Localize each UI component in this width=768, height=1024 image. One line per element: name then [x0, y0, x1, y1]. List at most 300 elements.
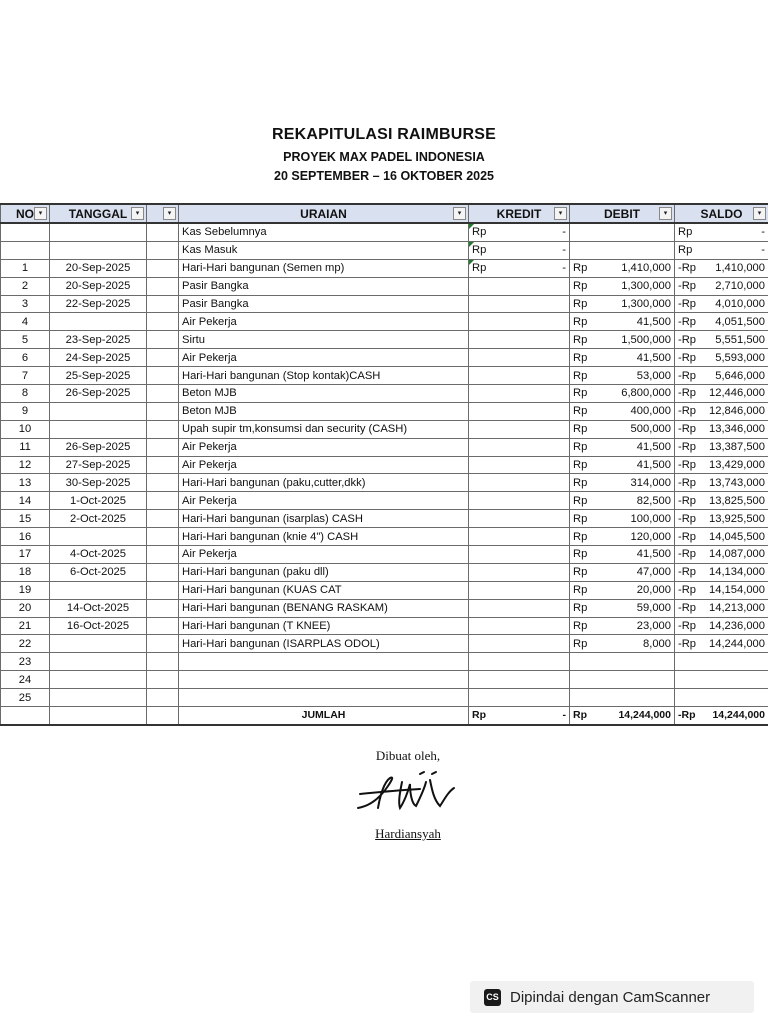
cell-balance[interactable] — [675, 402, 768, 420]
cell-balance[interactable] — [675, 438, 768, 456]
amount-value: - — [562, 244, 566, 257]
cell-blank[interactable] — [147, 277, 179, 295]
cell-credit[interactable] — [469, 438, 570, 456]
amount-value: 14,244,000 — [712, 709, 765, 722]
cell-description[interactable] — [179, 420, 469, 438]
cell-balance[interactable] — [675, 510, 768, 528]
currency-label: Rp — [573, 441, 588, 454]
cell-credit[interactable] — [469, 349, 570, 367]
cell-debit[interactable] — [570, 402, 675, 420]
amount-value: 314,000 — [630, 476, 671, 489]
cell-description[interactable] — [179, 259, 469, 277]
cell-date[interactable] — [50, 313, 147, 331]
cell-date[interactable] — [50, 420, 147, 438]
cell-no[interactable]: 18 — [1, 563, 50, 581]
cell-credit[interactable] — [469, 223, 570, 241]
cell-date[interactable] — [50, 689, 147, 707]
filter-dropdown-icon[interactable]: ▾ — [163, 207, 176, 220]
cell-credit[interactable] — [469, 456, 570, 474]
cell-blank[interactable] — [147, 241, 179, 259]
cell-balance[interactable] — [675, 349, 768, 367]
cell-balance[interactable] — [675, 546, 768, 564]
cell-no[interactable]: 24 — [1, 671, 50, 689]
cell-credit[interactable] — [469, 528, 570, 546]
amount-value: 82,500 — [636, 494, 671, 507]
table-row — [1, 241, 768, 259]
cell-no[interactable]: 22 — [1, 635, 50, 653]
cell-no[interactable]: 13 — [1, 474, 50, 492]
cell-description[interactable] — [179, 671, 469, 689]
sort-filter-icon[interactable]: ▾ — [131, 207, 144, 220]
cell-date[interactable]: 30-Sep-2025 — [50, 474, 147, 492]
filter-dropdown-icon[interactable]: ▾ — [34, 207, 47, 220]
cell-no[interactable] — [1, 223, 50, 241]
currency-label: Rp — [573, 566, 588, 579]
col-header-credit-label: KREDIT — [496, 206, 542, 221]
amount-value: 41,500 — [636, 459, 671, 472]
cell-no[interactable]: 14 — [1, 492, 50, 510]
currency-label: -Rp — [678, 548, 697, 561]
col-header-desc[interactable] — [179, 204, 469, 223]
cell-date[interactable]: 23-Sep-2025 — [50, 331, 147, 349]
cell-date[interactable]: 26-Sep-2025 — [50, 385, 147, 403]
cell-debit[interactable] — [570, 456, 675, 474]
col-header-date[interactable] — [50, 204, 147, 223]
cell-blank[interactable] — [147, 492, 179, 510]
cell-blank[interactable] — [147, 581, 179, 599]
cell-no[interactable]: 4 — [1, 313, 50, 331]
amount-value: 14,134,000 — [709, 566, 765, 579]
cell-debit[interactable] — [570, 349, 675, 367]
cell-no[interactable]: 19 — [1, 581, 50, 599]
handwritten-signature — [350, 768, 470, 818]
amount-value: 12,846,000 — [709, 405, 765, 418]
col-header-blank[interactable] — [147, 204, 179, 223]
cell-credit[interactable] — [469, 402, 570, 420]
amount-value: 14,244,000 — [618, 709, 671, 722]
cell-description[interactable] — [179, 617, 469, 635]
cell-debit[interactable] — [570, 653, 675, 671]
watermark-text: Dipindai dengan CamScanner — [510, 988, 711, 1006]
cell-credit[interactable] — [469, 653, 570, 671]
description-text: Kas Sebelumnya — [182, 226, 267, 239]
table-row — [1, 474, 768, 492]
amount-value: 4,051,500 — [715, 315, 765, 328]
cell-blank[interactable] — [147, 599, 179, 617]
cell-description[interactable] — [179, 456, 469, 474]
amount-value: 12,446,000 — [709, 387, 765, 400]
cell-debit[interactable] — [570, 581, 675, 599]
cell-no[interactable]: 20 — [1, 599, 50, 617]
col-header-balance-label: SALDO — [700, 206, 743, 221]
cell-balance[interactable] — [675, 295, 768, 313]
cell-balance[interactable] — [675, 492, 768, 510]
amount-value: - — [562, 262, 566, 275]
cell-date[interactable]: 14-Oct-2025 — [50, 599, 147, 617]
cell-balance[interactable] — [675, 241, 768, 259]
cell-description[interactable] — [179, 438, 469, 456]
cell-description[interactable] — [179, 546, 469, 564]
cell-credit[interactable] — [469, 546, 570, 564]
cell-blank[interactable] — [147, 653, 179, 671]
currency-label: Rp — [573, 494, 588, 507]
cell-date[interactable] — [50, 707, 147, 725]
cell-no[interactable]: 1 — [1, 259, 50, 277]
cell-balance[interactable] — [675, 563, 768, 581]
cell-credit[interactable] — [469, 510, 570, 528]
description-text: Pasir Bangka — [182, 298, 249, 310]
cell-balance[interactable] — [675, 617, 768, 635]
cell-debit[interactable] — [570, 367, 675, 385]
cell-blank[interactable] — [147, 707, 179, 725]
cell-balance[interactable] — [675, 367, 768, 385]
cell-blank[interactable] — [147, 420, 179, 438]
cell-credit[interactable] — [469, 599, 570, 617]
cell-blank[interactable] — [147, 689, 179, 707]
cell-description[interactable] — [179, 223, 469, 241]
cell-debit[interactable] — [570, 546, 675, 564]
currency-label: -Rp — [678, 584, 697, 597]
cell-date[interactable] — [50, 653, 147, 671]
cell-blank[interactable] — [147, 349, 179, 367]
cell-balance[interactable] — [675, 474, 768, 492]
cell-date[interactable] — [50, 528, 147, 546]
amount-value: 20,000 — [636, 584, 671, 597]
cell-blank[interactable] — [147, 510, 179, 528]
cell-no[interactable] — [1, 707, 50, 725]
cell-blank[interactable] — [147, 671, 179, 689]
currency-label: Rp — [573, 423, 588, 436]
description-text: Sirtu — [182, 333, 206, 346]
table-row — [1, 653, 768, 671]
cell-no[interactable]: 9 — [1, 402, 50, 420]
currency-label: Rp — [573, 637, 588, 650]
cell-date[interactable]: 22-Sep-2025 — [50, 295, 147, 313]
cell-balance[interactable] — [675, 277, 768, 295]
cell-credit[interactable] — [469, 492, 570, 510]
currency-label: -Rp — [678, 637, 697, 650]
amount-value: 13,925,500 — [709, 512, 765, 525]
cell-balance[interactable] — [675, 528, 768, 546]
cell-credit[interactable] — [469, 420, 570, 438]
total-label: JUMLAH — [301, 709, 346, 722]
cell-balance[interactable] — [675, 313, 768, 331]
cell-debit[interactable] — [570, 331, 675, 349]
cell-date[interactable] — [50, 402, 147, 420]
cell-balance[interactable] — [675, 599, 768, 617]
cell-no[interactable]: 15 — [1, 510, 50, 528]
cell-no[interactable]: 16 — [1, 528, 50, 546]
cell-no[interactable]: 21 — [1, 617, 50, 635]
cell-date[interactable] — [50, 581, 147, 599]
cell-no[interactable]: 23 — [1, 653, 50, 671]
cell-date[interactable] — [50, 223, 147, 241]
cell-credit[interactable] — [469, 385, 570, 403]
cell-debit[interactable] — [570, 689, 675, 707]
description-text: Hari-Hari bangunan (T KNEE) — [182, 620, 331, 633]
cell-no[interactable]: 2 — [1, 277, 50, 295]
cell-date[interactable]: 2-Oct-2025 — [50, 510, 147, 528]
camscanner-logo-icon: CS — [484, 989, 501, 1006]
currency-label: -Rp — [678, 566, 697, 579]
filter-dropdown-icon[interactable]: ▾ — [554, 207, 567, 220]
signature-caption: Dibuat oleh, — [375, 748, 441, 763]
cell-date[interactable]: 24-Sep-2025 — [50, 349, 147, 367]
cell-debit[interactable] — [570, 259, 675, 277]
currency-label: Rp — [573, 512, 588, 525]
cell-blank[interactable] — [147, 295, 179, 313]
cell-blank[interactable] — [147, 456, 179, 474]
cell-credit[interactable] — [469, 241, 570, 259]
cell-total-debit[interactable] — [570, 707, 675, 725]
amount-value: 13,346,000 — [709, 423, 765, 436]
table-row — [1, 223, 768, 241]
col-header-no[interactable] — [1, 204, 50, 223]
header-row — [1, 204, 768, 223]
cell-blank[interactable] — [147, 528, 179, 546]
cell-balance[interactable] — [675, 581, 768, 599]
cell-blank[interactable] — [147, 367, 179, 385]
currency-label: Rp — [573, 315, 588, 328]
cell-no[interactable]: 5 — [1, 331, 50, 349]
amount-value: 1,410,000 — [715, 262, 765, 275]
cell-date[interactable]: 20-Sep-2025 — [50, 259, 147, 277]
description-text: Hari-Hari bangunan (paku,cutter,dkk) — [182, 476, 366, 489]
table-row — [1, 438, 768, 456]
cell-no[interactable]: 17 — [1, 546, 50, 564]
cell-blank[interactable] — [147, 563, 179, 581]
description-text: Beton MJB — [182, 405, 237, 418]
amount-value: 41,500 — [636, 315, 671, 328]
cell-credit[interactable] — [469, 581, 570, 599]
cell-credit[interactable] — [469, 295, 570, 313]
table-row — [1, 420, 768, 438]
cell-description[interactable] — [179, 367, 469, 385]
cell-debit[interactable] — [570, 438, 675, 456]
cell-date[interactable]: 20-Sep-2025 — [50, 277, 147, 295]
cell-date[interactable]: 25-Sep-2025 — [50, 367, 147, 385]
cell-blank[interactable] — [147, 438, 179, 456]
currency-label: -Rp — [678, 494, 697, 507]
filter-dropdown-icon[interactable]: ▾ — [753, 207, 766, 220]
currency-label: -Rp — [678, 459, 697, 472]
amount-value: - — [562, 709, 566, 722]
amount-value: 23,000 — [636, 620, 671, 633]
cell-description[interactable] — [179, 241, 469, 259]
cell-credit[interactable] — [469, 367, 570, 385]
cell-debit[interactable] — [570, 635, 675, 653]
cell-no[interactable] — [1, 241, 50, 259]
description-text: Pasir Bangka — [182, 280, 249, 293]
table-row — [1, 349, 768, 367]
cell-debit[interactable] — [570, 510, 675, 528]
cell-description[interactable] — [179, 313, 469, 331]
cell-no[interactable]: 25 — [1, 689, 50, 707]
cell-description[interactable] — [179, 474, 469, 492]
cell-blank[interactable] — [147, 546, 179, 564]
cell-description[interactable] — [179, 385, 469, 403]
amount-value: 53,000 — [636, 369, 671, 382]
currency-label: -Rp — [678, 387, 697, 400]
col-header-desc-label: URAIAN — [300, 206, 347, 221]
cell-balance[interactable] — [675, 331, 768, 349]
cell-description[interactable] — [179, 581, 469, 599]
cell-debit[interactable] — [570, 671, 675, 689]
cell-credit[interactable] — [469, 563, 570, 581]
cell-description[interactable] — [179, 277, 469, 295]
amount-value: 13,429,000 — [709, 459, 765, 472]
cell-date[interactable] — [50, 635, 147, 653]
table-row — [1, 563, 768, 581]
cell-debit[interactable] — [570, 492, 675, 510]
col-header-credit[interactable] — [469, 204, 570, 223]
cell-credit[interactable] — [469, 617, 570, 635]
cell-balance[interactable] — [675, 385, 768, 403]
cell-description[interactable] — [179, 635, 469, 653]
cell-blank[interactable] — [147, 617, 179, 635]
cell-debit[interactable] — [570, 313, 675, 331]
cell-no[interactable]: 11 — [1, 438, 50, 456]
cell-balance[interactable] — [675, 635, 768, 653]
currency-label: Rp — [472, 262, 487, 275]
table-row — [1, 546, 768, 564]
cell-credit[interactable] — [469, 671, 570, 689]
cell-debit[interactable] — [570, 223, 675, 241]
cell-balance[interactable] — [675, 223, 768, 241]
amount-value: 100,000 — [630, 512, 671, 525]
cell-no[interactable]: 6 — [1, 349, 50, 367]
cell-date[interactable]: 26-Sep-2025 — [50, 438, 147, 456]
cell-credit[interactable] — [469, 259, 570, 277]
cell-description[interactable] — [179, 599, 469, 617]
amount-value: 6,800,000 — [621, 387, 671, 400]
currency-label: -Rp — [678, 602, 697, 615]
cell-blank[interactable] — [147, 474, 179, 492]
cell-debit[interactable] — [570, 277, 675, 295]
cell-credit[interactable] — [469, 689, 570, 707]
amount-value: 47,000 — [636, 566, 671, 579]
cell-no[interactable]: 3 — [1, 295, 50, 313]
cell-debit[interactable] — [570, 617, 675, 635]
cell-description[interactable] — [179, 528, 469, 546]
currency-label: Rp — [472, 226, 487, 239]
cell-debit[interactable] — [570, 295, 675, 313]
cell-date[interactable] — [50, 671, 147, 689]
cell-blank[interactable] — [147, 331, 179, 349]
currency-label: -Rp — [678, 262, 697, 275]
cell-balance[interactable] — [675, 456, 768, 474]
cell-debit[interactable] — [570, 474, 675, 492]
cell-description[interactable] — [179, 689, 469, 707]
cell-description[interactable] — [179, 331, 469, 349]
amount-value: 14,236,000 — [709, 620, 765, 633]
cell-total-balance[interactable] — [675, 707, 768, 725]
cell-blank[interactable] — [147, 259, 179, 277]
cell-date[interactable]: 6-Oct-2025 — [50, 563, 147, 581]
table-row — [1, 510, 768, 528]
cell-no[interactable]: 12 — [1, 456, 50, 474]
filter-dropdown-icon[interactable]: ▾ — [659, 207, 672, 220]
amount-value: - — [562, 226, 566, 239]
cell-description[interactable] — [179, 653, 469, 671]
cell-description[interactable] — [179, 402, 469, 420]
cell-total-label[interactable] — [179, 707, 469, 725]
description-text: Hari-Hari bangunan (BENANG RASKAM) — [182, 602, 388, 615]
cell-no[interactable]: 7 — [1, 367, 50, 385]
cell-debit[interactable] — [570, 528, 675, 546]
col-header-debit-label: DEBIT — [604, 206, 640, 221]
cell-debit[interactable] — [570, 241, 675, 259]
amount-value: 5,551,500 — [715, 333, 765, 346]
cell-credit[interactable] — [469, 331, 570, 349]
filter-dropdown-icon[interactable]: ▾ — [453, 207, 466, 220]
table-row — [1, 313, 768, 331]
cell-balance[interactable] — [675, 259, 768, 277]
currency-label: -Rp — [678, 315, 697, 328]
cell-description[interactable] — [179, 492, 469, 510]
cell-date[interactable] — [50, 241, 147, 259]
description-text: Kas Masuk — [182, 244, 238, 257]
cell-date[interactable]: 16-Oct-2025 — [50, 617, 147, 635]
cell-date[interactable]: 1-Oct-2025 — [50, 492, 147, 510]
description-text: Hari-Hari bangunan (isarplas) CASH — [182, 512, 363, 525]
cell-balance[interactable] — [675, 653, 768, 671]
cell-balance[interactable] — [675, 671, 768, 689]
currency-label: Rp — [472, 244, 487, 257]
description-text: Air Pekerja — [182, 548, 237, 561]
col-header-debit[interactable] — [570, 204, 675, 223]
cell-credit[interactable] — [469, 474, 570, 492]
cell-credit[interactable] — [469, 277, 570, 295]
cell-debit[interactable] — [570, 420, 675, 438]
cell-blank[interactable] — [147, 313, 179, 331]
amount-value: 1,300,000 — [621, 298, 671, 310]
description-text: Air Pekerja — [182, 459, 237, 472]
cell-blank[interactable] — [147, 223, 179, 241]
cell-blank[interactable] — [147, 635, 179, 653]
description-text: Hari-Hari bangunan (knie 4") CASH — [182, 530, 359, 543]
cell-description[interactable] — [179, 510, 469, 528]
cell-no[interactable]: 8 — [1, 385, 50, 403]
cell-blank[interactable] — [147, 402, 179, 420]
cell-debit[interactable] — [570, 385, 675, 403]
cell-date[interactable]: 27-Sep-2025 — [50, 456, 147, 474]
total-row — [1, 707, 768, 725]
amount-value: 5,593,000 — [715, 351, 765, 364]
cell-blank[interactable] — [147, 385, 179, 403]
cell-credit[interactable] — [469, 635, 570, 653]
cell-description[interactable] — [179, 349, 469, 367]
cell-total-credit[interactable] — [469, 707, 570, 725]
description-text: Hari-Hari bangunan (paku dll) — [182, 566, 329, 579]
col-header-balance[interactable] — [675, 204, 768, 223]
cell-date[interactable]: 4-Oct-2025 — [50, 546, 147, 564]
cell-credit[interactable] — [469, 313, 570, 331]
cell-no[interactable]: 10 — [1, 420, 50, 438]
cell-debit[interactable] — [570, 563, 675, 581]
cell-balance[interactable] — [675, 689, 768, 707]
report-period: 20 SEPTEMBER – 16 OKTOBER 2025 — [274, 169, 494, 183]
cell-description[interactable] — [179, 563, 469, 581]
cell-description[interactable] — [179, 295, 469, 313]
amount-value: 5,646,000 — [715, 369, 765, 382]
col-header-date-label: TANGGAL — [68, 206, 128, 221]
cell-balance[interactable] — [675, 420, 768, 438]
cell-debit[interactable] — [570, 599, 675, 617]
currency-label: Rp — [573, 333, 588, 346]
camscanner-watermark — [470, 981, 754, 1013]
currency-label: -Rp — [678, 476, 697, 489]
